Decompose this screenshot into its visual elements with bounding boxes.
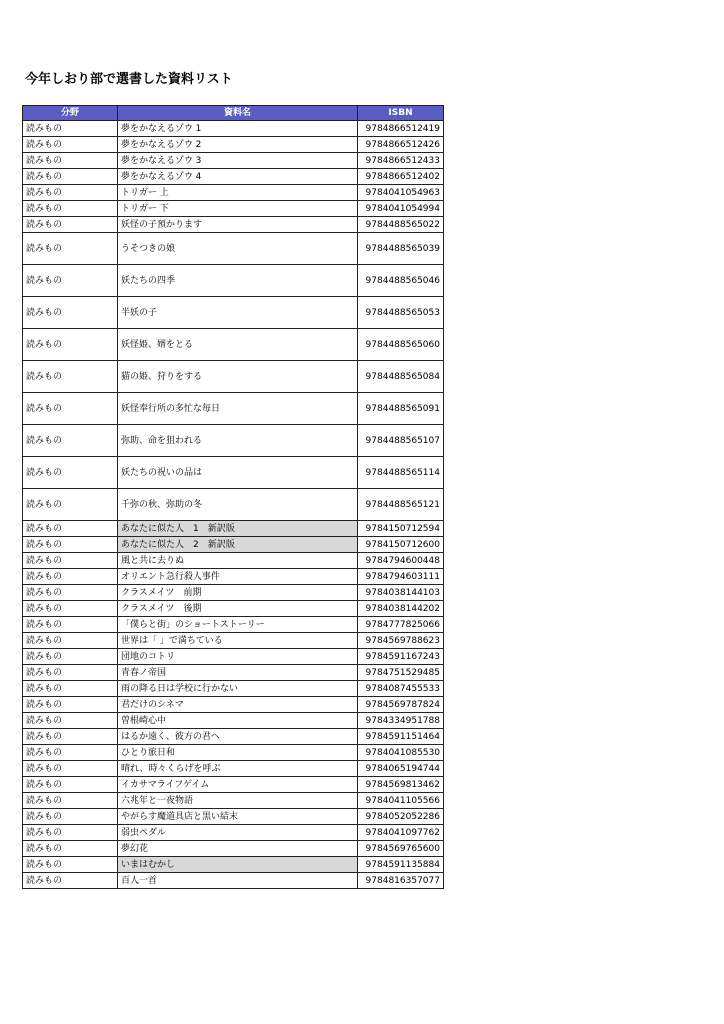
- genre-cell: 読みもの: [23, 457, 118, 489]
- isbn-cell: 9784052052286: [358, 809, 444, 825]
- title-cell: 世界は「 」で満ちている: [118, 633, 358, 649]
- genre-cell: 読みもの: [23, 713, 118, 729]
- title-cell: ひとり旅日和: [118, 745, 358, 761]
- title-cell: 妖たちの四季: [118, 265, 358, 297]
- isbn-cell: 9784488565039: [358, 233, 444, 265]
- table-row: [23, 681, 444, 697]
- table-row: [23, 185, 444, 201]
- isbn-cell: 9784866512426: [358, 137, 444, 153]
- column-header-genre: 分野: [23, 106, 118, 121]
- isbn-cell: 9784065194744: [358, 761, 444, 777]
- title-cell: イカサマライフゲイム: [118, 777, 358, 793]
- table-row: [23, 649, 444, 665]
- table-row: [23, 585, 444, 601]
- table-row: [23, 697, 444, 713]
- isbn-cell: 9784591151464: [358, 729, 444, 745]
- isbn-cell: 9784569765600: [358, 841, 444, 857]
- title-cell: 弥助、命を狙われる: [118, 425, 358, 457]
- isbn-cell: 9784569788623: [358, 633, 444, 649]
- genre-cell: 読みもの: [23, 681, 118, 697]
- table-row: [23, 457, 444, 489]
- table-row: [23, 729, 444, 745]
- title-cell: 曽根崎心中: [118, 713, 358, 729]
- genre-cell: 読みもの: [23, 793, 118, 809]
- isbn-cell: 9784488565084: [358, 361, 444, 393]
- genre-cell: 読みもの: [23, 185, 118, 201]
- title-cell: 半妖の子: [118, 297, 358, 329]
- genre-cell: 読みもの: [23, 329, 118, 361]
- title-cell: 「僕らと街」のショートストーリー: [118, 617, 358, 633]
- isbn-cell: 9784488565022: [358, 217, 444, 233]
- page-title: 今年しおり部で選書した資料リスト: [25, 72, 233, 87]
- table-row: [23, 617, 444, 633]
- genre-cell: 読みもの: [23, 217, 118, 233]
- title-cell: 夢をかなえるゾウ 4: [118, 169, 358, 185]
- isbn-cell: 9784794603111: [358, 569, 444, 585]
- genre-cell: 読みもの: [23, 873, 118, 889]
- title-cell: クラスメイツ 前期: [118, 585, 358, 601]
- title-cell: 夢幻花: [118, 841, 358, 857]
- isbn-cell: 9784816357077: [358, 873, 444, 889]
- genre-cell: 読みもの: [23, 489, 118, 521]
- isbn-cell: 9784777825066: [358, 617, 444, 633]
- genre-cell: 読みもの: [23, 649, 118, 665]
- title-cell: 千弥の秋、弥助の冬: [118, 489, 358, 521]
- title-cell: トリガー 下: [118, 201, 358, 217]
- title-cell: 妖怪奉行所の多忙な毎日: [118, 393, 358, 425]
- table-header-row: [23, 106, 444, 121]
- title-cell: いまはむかし: [118, 857, 358, 873]
- table-row: [23, 361, 444, 393]
- isbn-cell: 9784794600448: [358, 553, 444, 569]
- title-cell: 雨の降る日は学校に行かない: [118, 681, 358, 697]
- genre-cell: 読みもの: [23, 393, 118, 425]
- isbn-cell: 9784866512419: [358, 121, 444, 137]
- genre-cell: 読みもの: [23, 617, 118, 633]
- genre-cell: 読みもの: [23, 729, 118, 745]
- table-row: [23, 841, 444, 857]
- genre-cell: 読みもの: [23, 361, 118, 393]
- isbn-cell: 9784150712594: [358, 521, 444, 537]
- genre-cell: 読みもの: [23, 761, 118, 777]
- genre-cell: 読みもの: [23, 537, 118, 553]
- isbn-cell: 9784038144103: [358, 585, 444, 601]
- isbn-cell: 9784041085530: [358, 745, 444, 761]
- table-row: [23, 121, 444, 137]
- table-row: [23, 297, 444, 329]
- table-row: [23, 265, 444, 297]
- isbn-cell: 9784488565091: [358, 393, 444, 425]
- title-cell: 夢をかなえるゾウ 2: [118, 137, 358, 153]
- isbn-cell: 9784488565053: [358, 297, 444, 329]
- table-row: [23, 601, 444, 617]
- isbn-cell: 9784038144202: [358, 601, 444, 617]
- isbn-cell: 9784488565114: [358, 457, 444, 489]
- isbn-cell: 9784866512402: [358, 169, 444, 185]
- table-row: [23, 665, 444, 681]
- table-row: [23, 217, 444, 233]
- table-row: [23, 169, 444, 185]
- table-row: [23, 825, 444, 841]
- title-cell: オリエント急行殺人事件: [118, 569, 358, 585]
- title-cell: 風と共に去りぬ: [118, 553, 358, 569]
- genre-cell: 読みもの: [23, 553, 118, 569]
- title-cell: 晴れ、時々くらげを呼ぶ: [118, 761, 358, 777]
- table-row: [23, 569, 444, 585]
- genre-cell: 読みもの: [23, 265, 118, 297]
- title-cell: はるか遠く、彼方の君へ: [118, 729, 358, 745]
- title-cell: 青春ノ帝国: [118, 665, 358, 681]
- isbn-cell: 9784150712600: [358, 537, 444, 553]
- table-row: [23, 201, 444, 217]
- title-cell: うそつきの娘: [118, 233, 358, 265]
- isbn-cell: 9784569813462: [358, 777, 444, 793]
- table-row: [23, 489, 444, 521]
- genre-cell: 読みもの: [23, 825, 118, 841]
- genre-cell: 読みもの: [23, 601, 118, 617]
- table-body: [23, 121, 444, 889]
- genre-cell: 読みもの: [23, 841, 118, 857]
- title-cell: あなたに似た人 1 新訳版: [118, 521, 358, 537]
- genre-cell: 読みもの: [23, 297, 118, 329]
- isbn-cell: 9784591167243: [358, 649, 444, 665]
- title-cell: クラスメイツ 後期: [118, 601, 358, 617]
- isbn-cell: 9784041054963: [358, 185, 444, 201]
- table-row: [23, 233, 444, 265]
- table-row: [23, 793, 444, 809]
- table-row: [23, 777, 444, 793]
- title-cell: 六兆年と一夜物語: [118, 793, 358, 809]
- isbn-cell: 9784569787824: [358, 697, 444, 713]
- genre-cell: 読みもの: [23, 697, 118, 713]
- table-row: [23, 873, 444, 889]
- genre-cell: 読みもの: [23, 777, 118, 793]
- title-cell: 猫の姫、狩りをする: [118, 361, 358, 393]
- isbn-cell: 9784087455533: [358, 681, 444, 697]
- genre-cell: 読みもの: [23, 809, 118, 825]
- title-cell: 夢をかなえるゾウ 1: [118, 121, 358, 137]
- title-cell: 妖怪姫、婿をとる: [118, 329, 358, 361]
- title-cell: あなたに似た人 2 新訳版: [118, 537, 358, 553]
- title-cell: 妖怪の子預かります: [118, 217, 358, 233]
- title-cell: やがらす魔道具店と黒い結末: [118, 809, 358, 825]
- title-cell: 夢をかなえるゾウ 3: [118, 153, 358, 169]
- table-row: [23, 153, 444, 169]
- isbn-cell: 9784866512433: [358, 153, 444, 169]
- genre-cell: 読みもの: [23, 201, 118, 217]
- genre-cell: 読みもの: [23, 665, 118, 681]
- table-row: [23, 137, 444, 153]
- title-cell: 百人一首: [118, 873, 358, 889]
- isbn-cell: 9784041105566: [358, 793, 444, 809]
- title-cell: 君だけのシネマ: [118, 697, 358, 713]
- genre-cell: 読みもの: [23, 425, 118, 457]
- table-row: [23, 329, 444, 361]
- isbn-cell: 9784488565060: [358, 329, 444, 361]
- genre-cell: 読みもの: [23, 169, 118, 185]
- genre-cell: 読みもの: [23, 153, 118, 169]
- table-row: [23, 857, 444, 873]
- table-row: [23, 809, 444, 825]
- table-row: [23, 393, 444, 425]
- isbn-cell: 9784488565107: [358, 425, 444, 457]
- table-row: [23, 553, 444, 569]
- table-row: [23, 633, 444, 649]
- isbn-cell: 9784751529485: [358, 665, 444, 681]
- title-cell: 団地のコトリ: [118, 649, 358, 665]
- title-cell: 弱虫ペダル: [118, 825, 358, 841]
- genre-cell: 読みもの: [23, 121, 118, 137]
- isbn-cell: 9784334951788: [358, 713, 444, 729]
- isbn-cell: 9784041097762: [358, 825, 444, 841]
- title-cell: トリガー 上: [118, 185, 358, 201]
- table-row: [23, 713, 444, 729]
- title-cell: 妖たちの祝いの品は: [118, 457, 358, 489]
- genre-cell: 読みもの: [23, 585, 118, 601]
- isbn-cell: 9784488565046: [358, 265, 444, 297]
- table-row: [23, 745, 444, 761]
- isbn-cell: 9784488565121: [358, 489, 444, 521]
- column-header-title: 資料名: [118, 106, 358, 121]
- isbn-cell: 9784041054994: [358, 201, 444, 217]
- table-row: [23, 537, 444, 553]
- table-row: [23, 521, 444, 537]
- genre-cell: 読みもの: [23, 569, 118, 585]
- genre-cell: 読みもの: [23, 521, 118, 537]
- table-row: [23, 425, 444, 457]
- table-row: [23, 761, 444, 777]
- column-header-isbn: ISBN: [358, 106, 444, 121]
- genre-cell: 読みもの: [23, 137, 118, 153]
- genre-cell: 読みもの: [23, 233, 118, 265]
- resource-table: [22, 105, 444, 889]
- genre-cell: 読みもの: [23, 857, 118, 873]
- genre-cell: 読みもの: [23, 745, 118, 761]
- isbn-cell: 9784591135884: [358, 857, 444, 873]
- genre-cell: 読みもの: [23, 633, 118, 649]
